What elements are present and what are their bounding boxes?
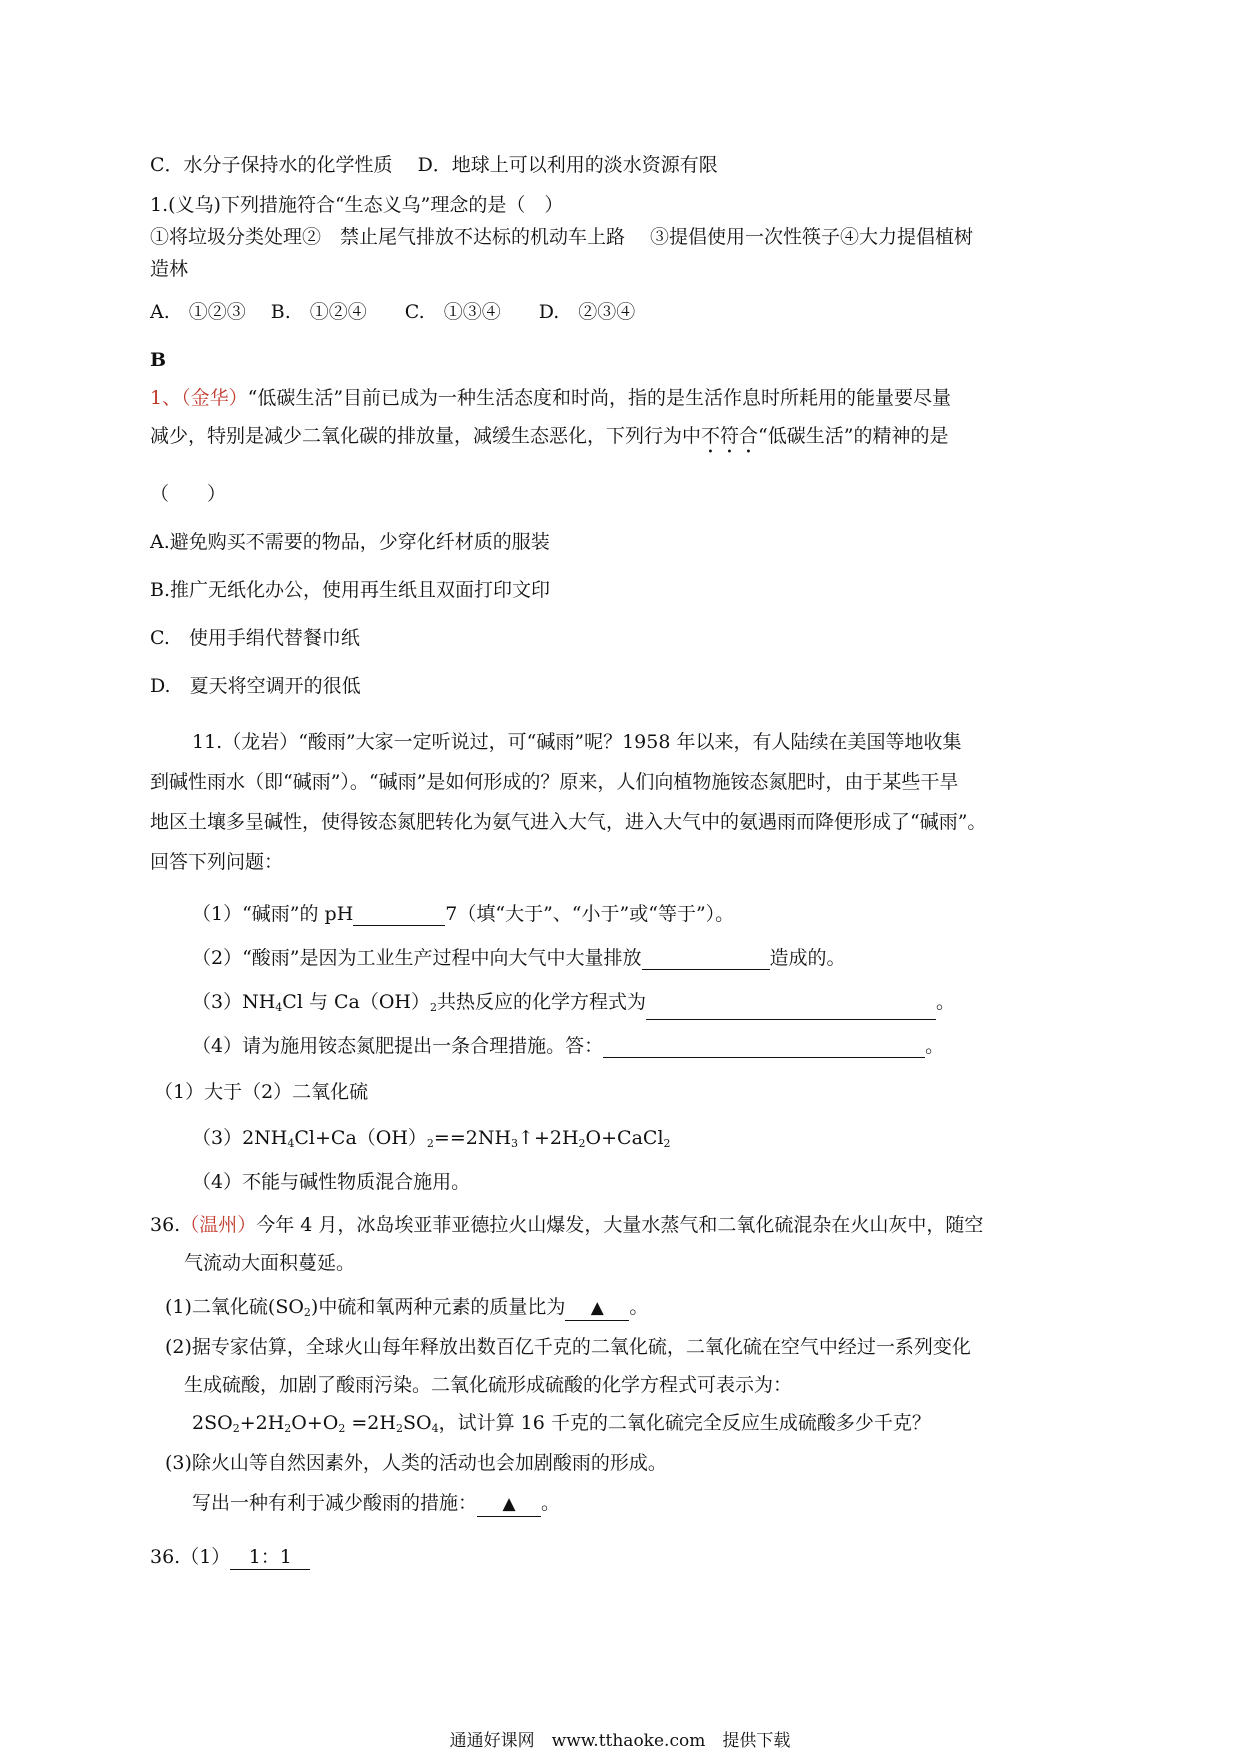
- subquestion-3-line2: [192, 1491, 560, 1517]
- answer-36-1: [150, 1545, 310, 1570]
- question-jinhua-line1: [150, 386, 951, 410]
- text: =2H: [345, 1412, 396, 1434]
- source-tag: （温州）: [180, 1214, 257, 1236]
- answer-blank: [642, 949, 770, 970]
- question-yiwu-options-cont: 造林: [150, 258, 189, 280]
- source-tag: （金华）: [181, 387, 248, 409]
- triangle-icon: ▲: [590, 1298, 604, 1318]
- question-yiwu-stem: 1.(义乌)下列措施符合“生态义乌”理念的是（ ）: [150, 194, 564, 216]
- answer-1-2: （1）大于（2）二氧化硫: [154, 1081, 369, 1103]
- option-a: A.避免购买不需要的物品，少穿化纤材质的服装: [150, 531, 550, 553]
- text: Cl 与 Ca（OH）: [282, 991, 431, 1013]
- question-yiwu-options: ①将垃圾分类处理② 禁止尾气排放不达标的机动车上路 ③提倡使用一次性筷子④大力提倡植树: [150, 226, 974, 248]
- question-number: 36.: [150, 1214, 181, 1236]
- option-c: C. 使用手绢代替餐巾纸: [150, 627, 360, 649]
- subquestion-mass-ratio: [165, 1295, 648, 1325]
- text: SO: [402, 1412, 432, 1434]
- answer-blank: [565, 1295, 629, 1321]
- passage-line4: 回答下列问题：: [150, 851, 284, 873]
- text: 。: [925, 1035, 945, 1057]
- text: （3）NH: [192, 991, 276, 1013]
- subquestion-2-line1: (2)据专家估算，全球火山每年释放出数百亿千克的二氧化硫，二氧化硫在空气中经过一系列变化: [165, 1336, 971, 1358]
- subscript: 2: [284, 1422, 292, 1435]
- answer-3-equation: [192, 1126, 671, 1156]
- passage-line1: 11.（龙岩）“酸雨”大家一定听说过，可“碱雨”呢？1958 年以来，有人陆续在美国等地收集: [192, 731, 962, 753]
- answer-value: 1：1: [230, 1545, 310, 1570]
- subquestion-3: [192, 990, 955, 1020]
- option-d: D. 夏天将空调开的很低: [150, 675, 361, 697]
- text: 造成的。: [769, 947, 846, 969]
- text: )中硫和氧两种元素的质量比为: [310, 1296, 566, 1318]
- subscript: 4: [287, 1137, 295, 1150]
- text: 36.（1）: [150, 1546, 231, 1568]
- text: （2）“酸雨”是因为工业生产过程中向大气中大量排放: [192, 947, 642, 969]
- subscript: 2: [395, 1422, 403, 1435]
- text: +2H: [239, 1412, 285, 1434]
- passage-line2: 到碱性雨水（即“碱雨”）。“碱雨”是如何形成的？原来，人们向植物施铵态氮肥时，由于某些干旱: [150, 771, 959, 793]
- text: (1)二氧化硫(SO: [165, 1296, 304, 1318]
- subscript: 2: [663, 1137, 671, 1150]
- text: ==2NH: [433, 1127, 512, 1149]
- subquestion-2-line2: 生成硫酸，加剧了酸雨污染。二氧化硫形成硫酸的化学方程式可表示为：: [184, 1374, 793, 1396]
- subscript: 4: [275, 1001, 283, 1014]
- subscript: 2: [232, 1422, 240, 1435]
- subscript: 2: [303, 1306, 311, 1319]
- subscript: 4: [431, 1422, 439, 1435]
- answer-blank: [603, 1037, 925, 1058]
- text: ，试计算 16 千克的二氧化硫完全反应生成硫酸多少千克？: [438, 1412, 931, 1434]
- page-footer: 通通好课网 www.tthaoke.com 提供下载: [449, 1731, 791, 1751]
- answer-paren: （ ）: [150, 483, 227, 505]
- text: （3）2NH: [192, 1127, 288, 1149]
- question-text: 减少，特别是减少二氧化碳的排放量，减缓生态恶化，下列行为中: [150, 425, 702, 447]
- subscript: 2: [430, 1001, 438, 1014]
- passage-line3: 地区土壤多呈碱性，使得铵态氮肥转化为氨气进入大气，进入大气中的氨遇雨而降便形成了“碱雨”。: [150, 811, 987, 833]
- question-jinhua-line2: [150, 424, 948, 458]
- subscript: 2: [578, 1137, 586, 1150]
- text: O+CaCl: [585, 1127, 664, 1149]
- answer-4: （4）不能与碱性物质混合施用。: [192, 1171, 471, 1193]
- subquestion-4: [192, 1034, 944, 1058]
- option-b: B.推广无纸化办公，使用再生纸且双面打印文印: [150, 579, 551, 601]
- text: （4）请为施用铵态氮肥提出一条合理措施。答：: [192, 1035, 604, 1057]
- text: O+O: [291, 1412, 339, 1434]
- emphasis-text: 不符合: [701, 425, 759, 447]
- text: 写出一种有利于减少酸雨的措施：: [192, 1492, 478, 1514]
- text: （1）“碱雨”的 pH: [192, 903, 354, 925]
- triangle-icon: ▲: [502, 1494, 516, 1514]
- question-text: “低碳生活”的精神的是: [758, 425, 949, 447]
- question-yiwu-answer: B: [150, 349, 167, 371]
- text: 。: [936, 991, 956, 1013]
- question-text: “低碳生活”目前已成为一种生活态度和时尚，指的是生活作息时所耗用的能量要尽量: [247, 387, 952, 409]
- subquestion-3-line1: (3)除火山等自然因素外，人类的活动也会加剧酸雨的形成。: [165, 1452, 667, 1474]
- line-cd-options: C．水分子保持水的化学性质 D．地球上可以利用的淡水资源有限: [150, 154, 718, 176]
- text: 共热反应的化学方程式为: [437, 991, 647, 1013]
- question-wenzhou-line1: [150, 1213, 983, 1237]
- text: 2SO: [192, 1412, 233, 1434]
- text: 7（填“大于”、“小于”或“等于”）。: [445, 903, 735, 925]
- subscript: 3: [511, 1137, 519, 1150]
- subquestion-1: [192, 902, 734, 926]
- answer-blank: [477, 1491, 541, 1517]
- answer-blank: [646, 999, 936, 1020]
- question-text: 今年 4 月，冰岛埃亚菲亚德拉火山爆发，大量水蒸气和二氧化硫混杂在火山灰中，随空: [256, 1214, 984, 1236]
- question-wenzhou-line2: 气流动大面积蔓延。: [184, 1252, 356, 1274]
- text: ↑+2H: [518, 1127, 579, 1149]
- answer-blank: [353, 905, 445, 926]
- subscript: 2: [338, 1422, 346, 1435]
- subscript: 2: [426, 1137, 434, 1150]
- question-number: 1、: [150, 387, 182, 409]
- text: 。: [541, 1492, 561, 1514]
- text: Cl+Ca（OH）: [294, 1127, 427, 1149]
- question-yiwu-choices: A. ①②③ B. ①②④ C. ①③④ D. ②③④: [150, 301, 636, 323]
- subquestion-2-equation: [192, 1411, 931, 1441]
- subquestion-2: [192, 946, 846, 970]
- text: 。: [629, 1296, 649, 1318]
